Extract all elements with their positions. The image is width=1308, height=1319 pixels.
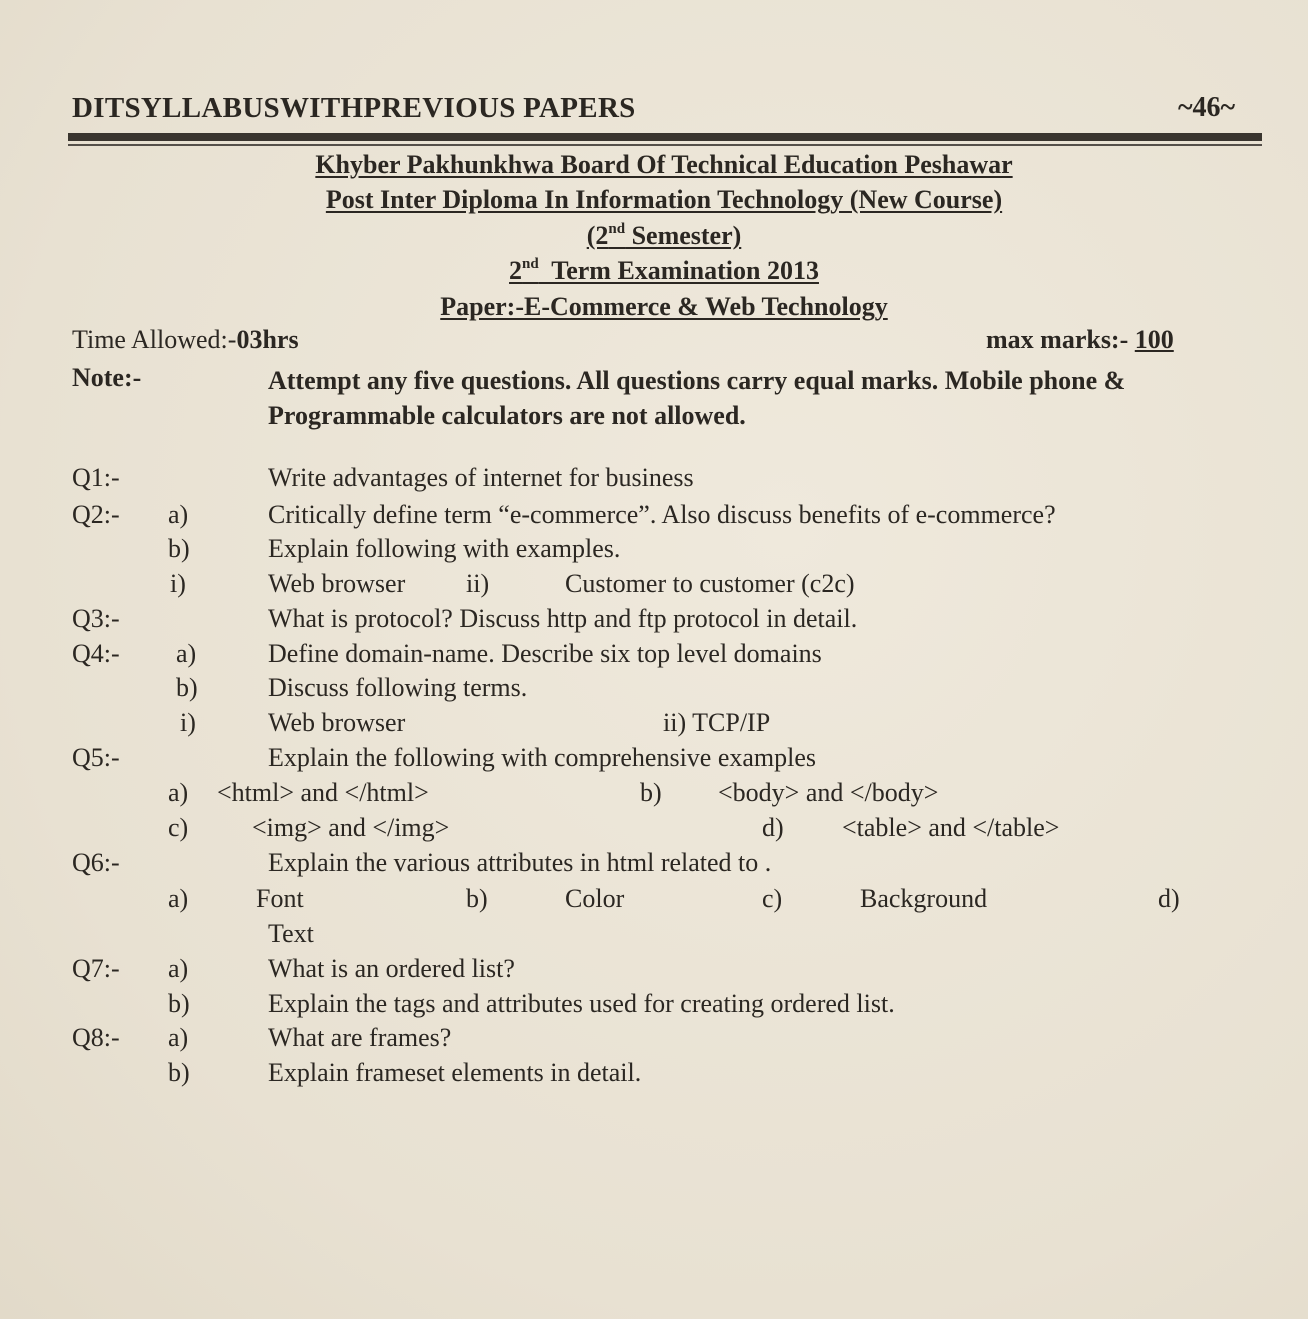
q3-text: What is protocol? Discuss http and ftp protocol in detail. xyxy=(268,604,858,633)
q4-number: Q4:- xyxy=(72,639,120,668)
semester-sup: nd xyxy=(608,221,626,237)
q6-d-label: d) xyxy=(1158,884,1180,913)
q6-d-text: Text xyxy=(268,919,314,948)
q4-b-text: Discuss following terms. xyxy=(268,673,528,702)
q2-ii-text: Customer to customer (c2c) xyxy=(565,569,855,598)
semester-suffix: Semester) xyxy=(625,221,742,250)
note-text: Attempt any five questions. All questions carry equal marks. Mobile phone & Programmable calculators are not allowed. xyxy=(268,366,1126,430)
q2-i-label: i) xyxy=(170,569,186,598)
q5-text: Explain the following with comprehensive examples xyxy=(268,743,817,772)
q2-b-text: Explain following with examples. xyxy=(268,534,621,563)
q4-i-label: i) xyxy=(180,708,196,737)
q1-number: Q1:- xyxy=(72,463,120,492)
q5-a-text: <html> and </html> xyxy=(217,778,429,807)
marks-label: max marks:- xyxy=(986,325,1135,354)
q5-c-text: <img> and </img> xyxy=(252,813,450,842)
q2-b-label: b) xyxy=(168,534,190,563)
q8-a-label: a) xyxy=(168,1023,189,1052)
q2-a-label: a) xyxy=(168,500,189,529)
q8-b-label: b) xyxy=(168,1058,190,1087)
q5-b-text: <body> and </body> xyxy=(718,778,939,807)
q6-number: Q6:- xyxy=(72,848,120,877)
q8-number: Q8:- xyxy=(72,1023,120,1052)
page-number: ~46~ xyxy=(1178,92,1236,123)
program-title: Post Inter Diploma In Information Technology (New Course) xyxy=(325,185,1003,214)
q4-i-text: Web browser xyxy=(268,708,406,737)
exam-title xyxy=(254,256,1074,286)
q6-c-text: Background xyxy=(860,884,988,913)
board-title: Khyber Pakhunkhwa Board Of Technical Education Peshawar xyxy=(315,150,1013,179)
note-label: Note:- xyxy=(72,363,142,392)
q4-a-label: a) xyxy=(176,639,197,668)
time-value: 03hrs xyxy=(236,325,299,354)
exam-suffix: Term Examination 2013 xyxy=(538,256,819,285)
semester-title xyxy=(254,221,1074,251)
q5-c-label: c) xyxy=(168,813,189,842)
q6-c-label: c) xyxy=(762,884,783,913)
q5-d-label: d) xyxy=(762,813,784,842)
header-rule xyxy=(68,133,1262,141)
q6-b-label: b) xyxy=(466,884,488,913)
q6-a-label: a) xyxy=(168,884,189,913)
time-allowed xyxy=(72,325,299,355)
q7-a-label: a) xyxy=(168,954,189,983)
marks-value: 100 xyxy=(1134,325,1174,354)
q5-a-label: a) xyxy=(168,778,189,807)
q6-a-text: Font xyxy=(256,884,304,913)
q4-ii-text: ii) TCP/IP xyxy=(663,708,771,737)
q8-a-text: What are frames? xyxy=(268,1023,452,1052)
q2-ii-label: ii) xyxy=(466,569,490,598)
q4-a-text: Define domain-name. Describe six top level domains xyxy=(268,639,822,668)
time-label: Time Allowed:- xyxy=(72,325,237,354)
q8-b-text: Explain frameset elements in detail. xyxy=(268,1058,642,1087)
q2-a-text: Critically define term “e-commerce”. Also discuss benefits of e-commerce? xyxy=(268,500,1056,529)
q7-a-text: What is an ordered list? xyxy=(268,954,515,983)
q7-b-label: b) xyxy=(168,989,190,1018)
q7-b-text: Explain the tags and attributes used for creating ordered list. xyxy=(268,989,895,1018)
max-marks xyxy=(986,325,1174,355)
q2-i-text: Web browser xyxy=(268,569,406,598)
q5-number: Q5:- xyxy=(72,743,120,772)
q2-number: Q2:- xyxy=(72,500,120,529)
q5-b-label: b) xyxy=(640,778,662,807)
q7-number: Q7:- xyxy=(72,954,120,983)
q3-number: Q3:- xyxy=(72,604,120,633)
q5-d-text: <table> and </table> xyxy=(842,813,1060,842)
semester-prefix: (2 xyxy=(586,221,609,250)
exam-sup: nd xyxy=(522,256,539,272)
q4-b-label: b) xyxy=(176,673,198,702)
exam-prefix: 2 xyxy=(509,256,523,285)
q1-text: Write advantages of internet for business xyxy=(268,463,694,492)
header-rule-thin xyxy=(68,144,1262,146)
running-head: DITSYLLABUSWITHPREVIOUS PAPERS xyxy=(72,92,636,124)
q6-b-text: Color xyxy=(565,884,625,913)
q6-text: Explain the various attributes in html related to . xyxy=(268,848,772,877)
paper-title: Paper:-E-Commerce & Web Technology xyxy=(440,292,888,321)
